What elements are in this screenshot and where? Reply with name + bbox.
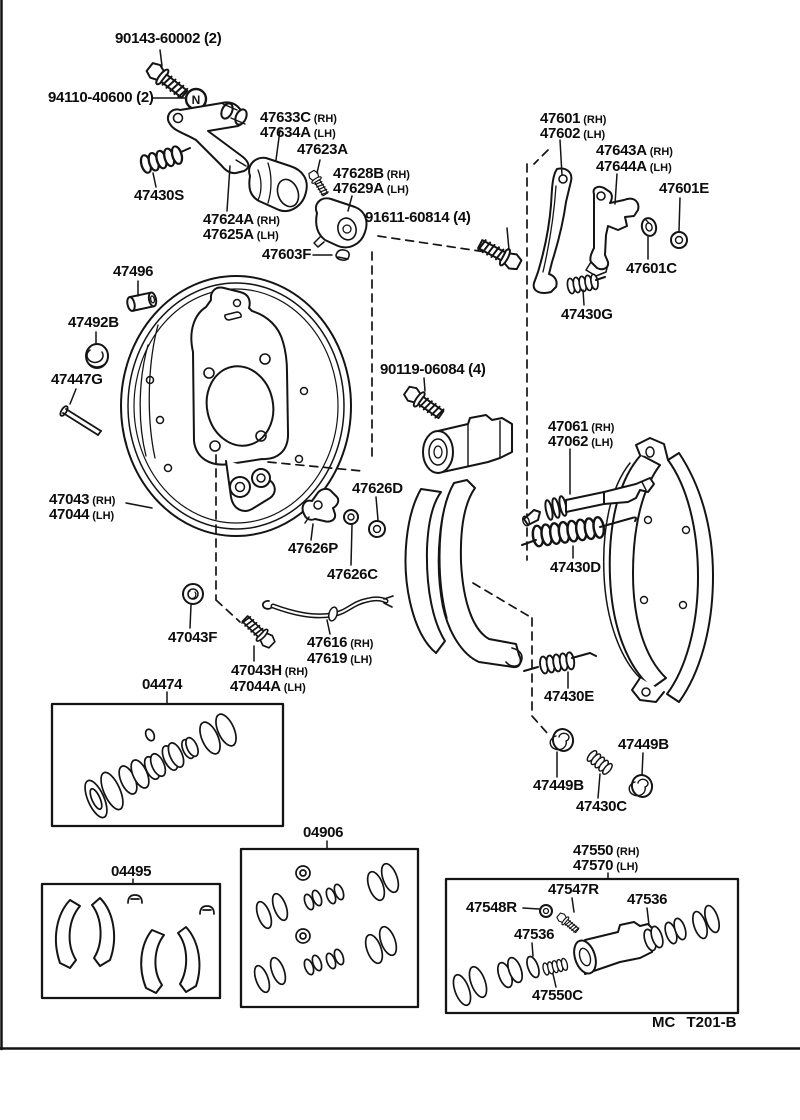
part-label-47062: 47062 (LH)	[548, 433, 614, 450]
part-label-90119-06084-4-: 90119-06084 (4)	[380, 361, 486, 378]
right-brake-shoe-drawing	[604, 438, 713, 702]
part-label-47430E: 47430E	[544, 688, 594, 705]
washer-47626c-drawing	[344, 510, 358, 524]
part-label-47634A: 47634A (LH)	[260, 124, 336, 141]
spring-47430e-drawing	[524, 652, 596, 674]
cable-47616-drawing	[263, 596, 393, 622]
cap-47449b-right-drawing	[629, 773, 654, 799]
part-label-47547R: 47547R	[548, 881, 599, 898]
lever-47643a-drawing	[586, 187, 638, 276]
part-label-47447G: 47447G	[51, 371, 103, 388]
bolt-47043h-drawing	[240, 613, 278, 650]
spring-47430s-drawing	[139, 145, 190, 174]
part-label-47449B: 47449B	[533, 777, 584, 794]
cylinder-body-47550-drawing	[570, 922, 652, 976]
clip-47603f-drawing	[336, 250, 349, 260]
part-label-47601C: 47601C	[626, 260, 677, 277]
nut-symbol: N	[191, 93, 201, 107]
pin-47496-drawing	[126, 292, 157, 312]
part-label-47550: 47550 (RH)	[573, 842, 640, 859]
part-label-47644A: 47644A (LH)	[596, 158, 672, 175]
part-label-90143-60002-2-: 90143-60002 (2)	[115, 30, 222, 47]
bolt-90143-drawing	[144, 60, 190, 101]
part-label-47603F: 47603F	[262, 246, 312, 263]
part-label-47492B: 47492B	[68, 314, 119, 331]
part-label-47570: 47570 (LH)	[573, 857, 639, 874]
part-label-47624A: 47624A (RH)	[203, 211, 280, 228]
bleeder-47547r-drawing	[555, 911, 580, 934]
part-label-94110-40600-2-: 94110-40600 (2)	[48, 89, 154, 106]
part-label-47623A: 47623A	[297, 141, 348, 158]
bolt-91611-drawing	[476, 236, 523, 273]
part-label-47536: 47536	[514, 926, 555, 943]
spring-47550c-drawing	[542, 958, 569, 976]
part-label-47430S: 47430S	[134, 187, 184, 204]
boot-47633c-drawing	[249, 158, 307, 211]
part-label-47626C: 47626C	[327, 566, 378, 583]
part-label-47601E: 47601E	[659, 180, 709, 197]
bolt-90119-drawing	[402, 384, 446, 422]
spring-47430c-drawing	[586, 749, 614, 776]
part-label-47430D: 47430D	[550, 559, 601, 576]
kit-box-04474	[52, 704, 283, 826]
nut-47626d-drawing	[369, 521, 385, 537]
part-label-47043F: 47043F	[168, 629, 218, 646]
part-label-47628B: 47628B (RH)	[333, 165, 410, 182]
part-label-91611-60814-4-: 91611-60814 (4)	[365, 209, 471, 226]
grommet-47043f-drawing	[183, 584, 203, 604]
kit-box-04495	[42, 884, 220, 998]
cap-47548r-drawing	[540, 905, 552, 917]
part-label-04906: 04906	[303, 824, 344, 841]
part-label-47449B: 47449B	[618, 736, 669, 753]
cap-47492b-drawing	[86, 344, 108, 368]
part-label-04495: 04495	[111, 863, 152, 880]
part-label-47633C: 47633C (RH)	[260, 109, 337, 126]
spring-47430g-drawing	[566, 274, 605, 294]
part-label-47044: 47044 (LH)	[49, 506, 115, 523]
kit-box-47550	[446, 879, 738, 1013]
part-label-47043: 47043 (RH)	[49, 491, 116, 508]
part-label-47430C: 47430C	[576, 798, 627, 815]
lever-47601-drawing	[534, 169, 572, 293]
part-label-47629A: 47629A (LH)	[333, 180, 409, 197]
pin-47447g-drawing	[59, 405, 101, 435]
part-label-47619: 47619 (LH)	[307, 650, 373, 667]
part-label-47044A: 47044A (LH)	[230, 678, 306, 695]
drawing-code: MC T201-B	[652, 1014, 737, 1031]
part-label-47548R: 47548R	[466, 899, 517, 916]
part-label-47616: 47616 (RH)	[307, 634, 374, 651]
part-label-47626D: 47626D	[352, 480, 403, 497]
part-label-47430G: 47430G	[561, 306, 613, 323]
part-label-47496: 47496	[113, 263, 154, 280]
part-label-47043H: 47043H (RH)	[231, 662, 308, 679]
part-label-47602: 47602 (LH)	[540, 125, 606, 142]
part-label-47550C: 47550C	[532, 987, 583, 1004]
wheel-cylinder-drawing	[423, 415, 512, 473]
part-label-47061: 47061 (RH)	[548, 418, 615, 435]
part-label-04474: 04474	[142, 676, 183, 693]
kit-box-04906	[241, 849, 418, 1007]
part-label-47643A: 47643A (RH)	[596, 142, 673, 159]
part-label-47625A: 47625A (LH)	[203, 226, 279, 243]
cap-47449b-left-drawing	[550, 727, 575, 753]
nut-47601e-drawing	[671, 232, 687, 248]
pin-47623a-drawing	[307, 169, 330, 197]
part-label-47536: 47536	[627, 891, 668, 908]
part-label-47601: 47601 (RH)	[540, 110, 607, 127]
part-label-47626P: 47626P	[288, 540, 338, 557]
washer-47601c-drawing	[640, 216, 658, 237]
cylinder-47628b-drawing	[314, 198, 367, 247]
left-brake-shoe-drawing	[406, 480, 522, 667]
